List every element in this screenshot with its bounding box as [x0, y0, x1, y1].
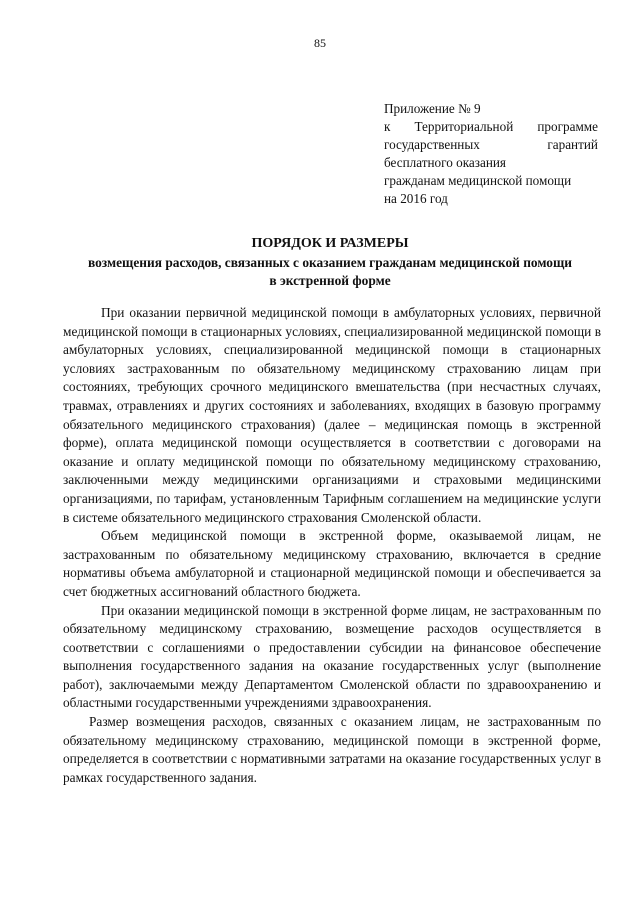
page-number: 85 — [314, 36, 326, 50]
appendix-title: Приложение № 9 — [384, 101, 481, 116]
paragraph-1: При оказании первичной медицинской помощи в амбулаторных условиях, первичной медицинской помощи в стационарных условиях, специализированной медицинской помощи в амбулаторных условиях, специализированной медицинской помощи в стационарных условиях застрахованным по обязательному медицинскому страхованию лицам при состояниях, требующих срочного медицинского вмешательства (при несчастных случаях, травмах, отравлениях и других состояниях и заболеваниях, входящих в базовую программу обязательного медицинского страхования) (далее – медицинская помощь в экстренной форме), оплата медицинской помощи осуществляется в соответствии с договорами на оказание и оплату медицинской помощи по обязательному медицинскому страхованию, заключенными между медицинскими организациями и страховыми медицинскими организациями, по тарифам, установленным Тарифным соглашением на медицинские услуги в системе обязательного медицинского страхования Смоленской области. — [63, 305, 601, 525]
paragraph-2: Объем медицинской помощи в экстренной форме, оказываемой лицам, не застрахованным по обязательному медицинскому страхованию, включается в средние нормативы объема амбулаторной и стационарной медицинской помощи и обеспечивается за счет бюджетных ассигнований областного бюджета. — [63, 528, 601, 599]
appendix-line-6: на 2016 год — [384, 191, 448, 206]
appendix-word: гарантий — [547, 137, 598, 152]
appendix-line-2 — [384, 118, 598, 136]
appendix-word: государственных — [384, 137, 480, 152]
document-title-block — [60, 234, 600, 290]
appendix-word: Территориальной — [414, 119, 514, 134]
appendix-word: программе — [537, 119, 598, 134]
document-subtitle-line-1: возмещения расходов, связанных с оказанием гражданам медицинской помощи — [87, 255, 573, 270]
appendix-line-3 — [384, 136, 598, 154]
document-body — [63, 304, 601, 787]
document-subtitle-line-2: в экстренной форме — [269, 273, 391, 288]
paragraph-4: Размер возмещения расходов, связанных с оказанием лицам, не застрахованным по обязательному медицинскому страхованию, медицинской помощи в экстренной форме, определяется в соответствии с нормативными затратами на оказание государственных услуг в рамках государственного задания. — [63, 714, 601, 785]
appendix-block — [384, 100, 598, 208]
appendix-word: к — [384, 119, 391, 134]
paragraph-3: При оказании медицинской помощи в экстренной форме лицам, не застрахованным по обязательному медицинскому страхованию, возмещение расходов осуществляется в соответствии с соглашениями о предоставлении субсидии на финансовое обеспечение выполнения государственного задания на оказание государственных услуг (выполнение работ), заключаемыми между Департаментом Смоленской области по здравоохранению и областными государственными учреждениями здравоохранения. — [63, 602, 601, 711]
appendix-line-4: бесплатного оказания — [384, 155, 507, 170]
document-title: ПОРЯДОК И РАЗМЕРЫ — [251, 236, 409, 251]
appendix-line-5: гражданам медицинской помощи — [384, 173, 572, 188]
